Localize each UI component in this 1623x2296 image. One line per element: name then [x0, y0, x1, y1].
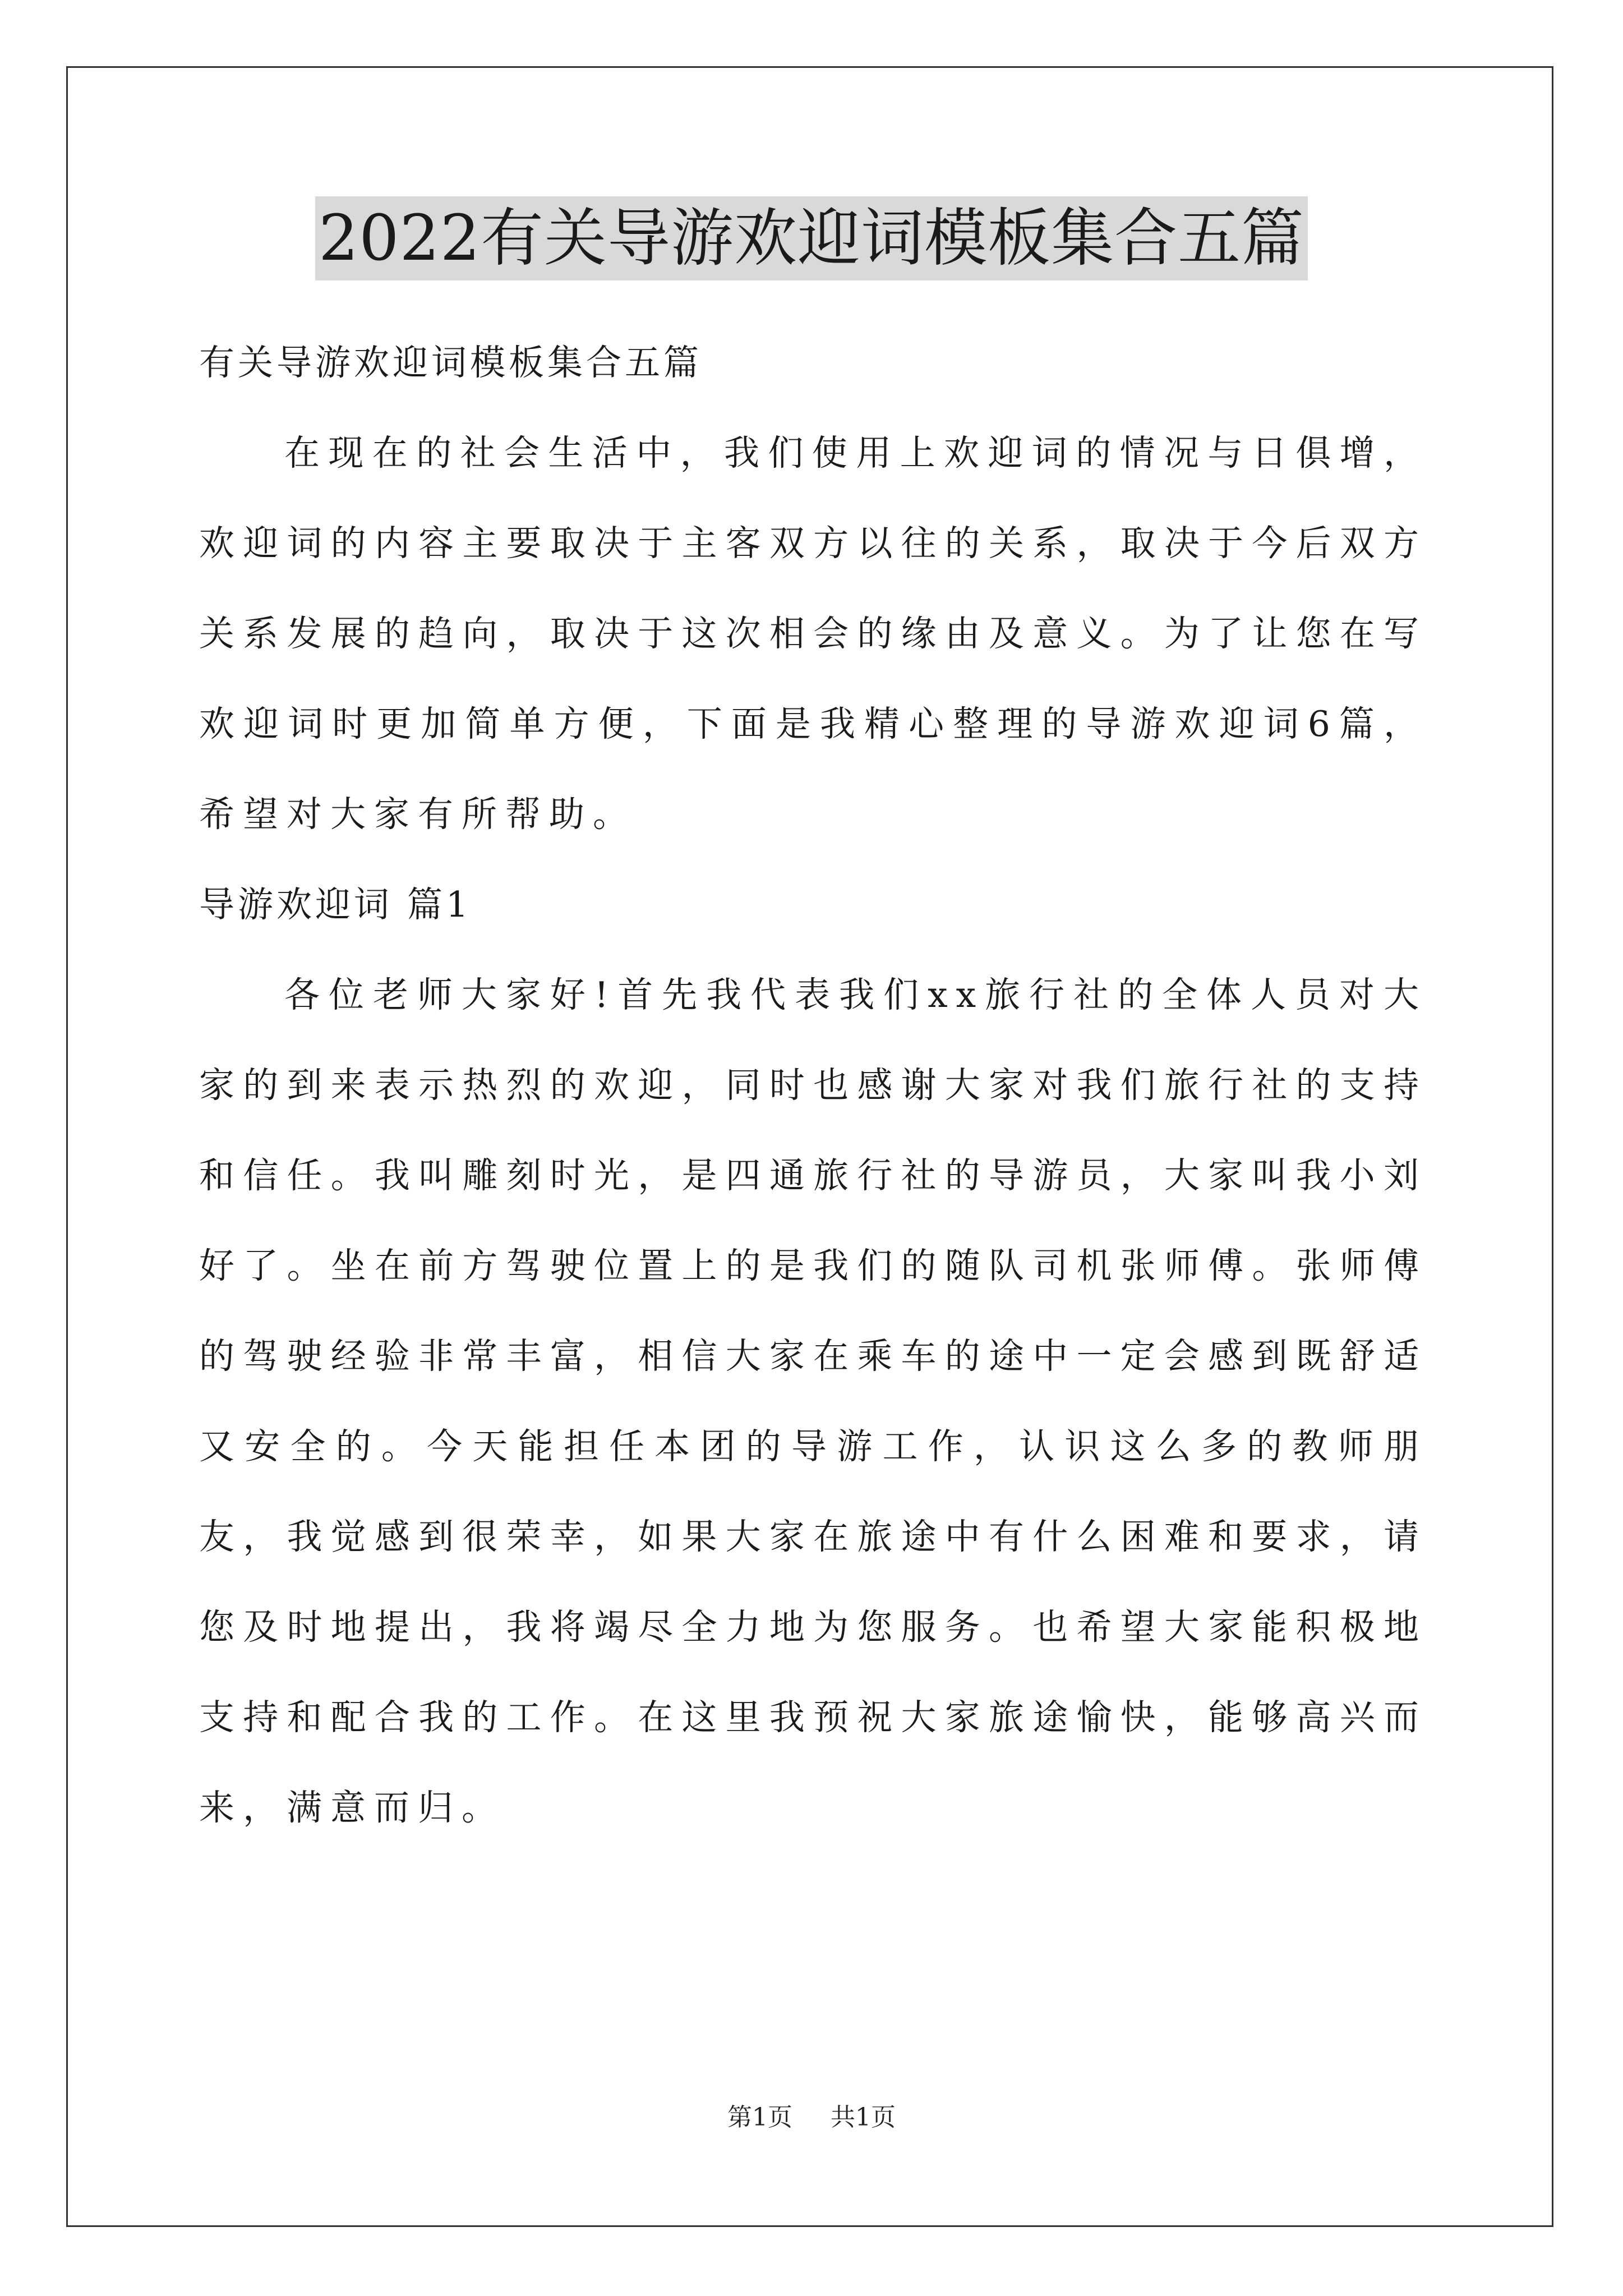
document-title: 2022有关导游欢迎词模板集合五篇 — [315, 196, 1308, 280]
intro-paragraph: 在现在的社会生活中，我们使用上欢迎词的情况与日俱增，欢迎词的内容主要取决于主客双方以往的关系，取决于今后双方关系发展的趋向，取决于这次相会的缘由及意义。为了让您在写欢迎词时更加简单方便，下面是我精心整理的导游欢迎词6篇，希望对大家有所帮助。 — [199, 432, 1427, 835]
page-footer — [0, 2101, 1623, 2134]
document-body — [199, 318, 1427, 1853]
page-number-current: 第1页 — [727, 2103, 792, 2132]
page-number-total: 共1页 — [831, 2103, 896, 2132]
title-container — [0, 196, 1623, 280]
section-heading: 导游欢迎词 篇1 — [199, 884, 472, 925]
document-subtitle: 有关导游欢迎词模板集合五篇 — [199, 342, 702, 383]
section-paragraph: 各位老师大家好!首先我代表我们xx旅行社的全体人员对大家的到来表示热烈的欢迎，同时也感谢大家对我们旅行社的支持和信任。我叫雕刻时光，是四通旅行社的导游员，大家叫我小刘好了。坐在前方驾驶位置上的是我们的随队司机张师傅。张师傅的驾驶经验非常丰富，相信大家在乘车的途中一定会感到既舒适又安全的。今天能担任本团的导游工作，认识这么多的教师朋友，我觉感到很荣幸，如果大家在旅途中有什么困难和要求，请您及时地提出，我将竭尽全力地为您服务。也希望大家能积极地支持和配合我的工作。在这里我预祝大家旅途愉快，能够高兴而来，满意而归。 — [199, 974, 1427, 1828]
